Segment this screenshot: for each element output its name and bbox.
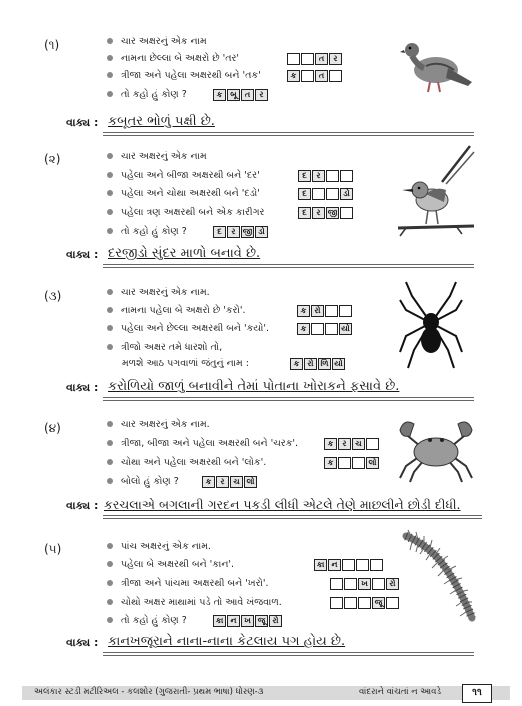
letter-box [370,559,383,571]
bullet-icon [107,91,113,97]
letter-box: બૂ [227,89,240,101]
letter-box: દ [298,207,311,219]
clue-line: પહેલા ત્રણ અક્ષરથી બને એક કારીગર [107,206,264,220]
letter-boxes [202,476,257,488]
clue-line: પાંચ અક્ષરનું એક નામ. [107,540,211,554]
letter-boxes [298,188,353,200]
letter-box: દ [298,188,311,200]
answer-label: વાક્ય : [66,381,99,394]
letter-boxes [324,457,379,469]
answer-sentence: દરજીડો સુંદર માળો બનાવે છે. [108,246,261,261]
letter-boxes [213,615,282,627]
letter-box: ખ [358,578,371,590]
letter-box: ર [329,53,342,65]
letter-boxes [297,305,352,317]
riddle-number: (૩) [44,289,62,303]
answer-label: વાક્ય : [66,248,99,261]
clue-line: ચાર અક્ષરનું એક નામ. [107,286,210,300]
letter-box: ક [213,89,226,101]
riddle-number: (૧) [44,38,60,52]
clue-line: નામના પહેલા બે અક્ષરો છે 'કરો'. [107,304,245,318]
letter-box: ર [227,226,240,238]
tailorbird-image [396,142,476,242]
bullet-icon [107,459,113,465]
letter-boxes [298,170,353,182]
letter-box: ર [216,476,229,488]
answer-row [0,112,522,136]
letter-boxes [287,53,342,65]
writing-line [103,267,474,268]
letter-box [358,597,371,609]
answer-label: વાક્ય : [66,116,99,129]
spider-image [398,280,464,370]
bullet-icon [107,72,113,78]
writing-line [103,655,474,656]
clue-line: ચાર અક્ષરનું એક નામ [107,35,207,49]
letter-box: ડો [340,188,353,200]
answer-label: વાક્ય : [66,636,99,649]
letter-box: જૂ [372,597,385,609]
riddle-number: (૪) [44,421,61,435]
writing-line [103,135,474,136]
letter-box: જી [327,208,338,217]
letter-box [338,457,351,469]
letter-boxes [287,70,342,82]
letter-box: ર [255,89,268,101]
letter-box: ર [312,207,325,219]
bullet-icon [107,478,113,484]
clue-line: ચોથા અને પહેલા અક્ષરથી બને 'લોક'. [107,456,266,470]
letter-box: ક [290,358,303,370]
letter-boxes [330,578,399,590]
letter-box: દ [298,170,311,182]
letter-box [339,305,352,317]
letter-box: ક [202,476,215,488]
answer-row [0,244,522,268]
letter-box [342,559,355,571]
letter-box [366,438,379,450]
clue-line: મળશે આઠ પગવાળાં જંતુનું નામ : [122,358,249,369]
answer-row [0,377,522,401]
bullet-icon [107,172,113,178]
letter-box: ચ [352,438,365,450]
clue-line: ચાર અક્ષરનું એક નામ [107,150,207,164]
letter-box [326,188,339,200]
page-number: ૧૧ [462,684,492,703]
riddle-number: (૫) [44,542,62,556]
letter-box: ત [241,89,254,101]
letter-box [330,597,343,609]
letter-box: ક [324,438,337,450]
letter-box: કા [213,615,226,627]
letter-box: લો [366,457,379,469]
letter-box: રો [269,615,282,627]
bullet-icon [107,38,113,44]
bullet-icon [107,325,113,331]
clue-line: નામના છેલ્લા બે અક્ષરો છે 'તર' [107,52,239,66]
letter-boxes [330,597,399,609]
letter-box [344,578,357,590]
answer-label: વાક્ય : [66,499,99,512]
letter-box: ર [338,438,351,450]
writing-line [103,132,474,133]
letter-box [326,170,339,182]
bullet-icon [107,55,113,61]
answer-sentence: કરોળિયો જાળું બનાવીને તેમાં પોતાના ખોરાકને ફસાવે છે. [108,379,400,394]
letter-boxes [324,438,379,450]
clue-line: ચોથો અક્ષર માથામાં પડે તો આવે ખંજવાળ. [107,596,282,610]
clue-line: ત્રીજા અને પાંચમા અક્ષરથી બને 'ખરો'. [107,577,269,591]
letter-box: કા [314,559,327,571]
answer-sentence: કબૂતર ભોળું પક્ષી છે. [108,114,215,129]
answer-row [0,495,522,519]
clue-line: તો કહો હું કોણ ? [107,225,187,239]
letter-box: યો [332,358,345,370]
letter-box [287,53,300,65]
clue-line: પહેલા અને બીજા અક્ષરથી બને 'દર' [107,169,260,183]
letter-box: ત [315,70,328,82]
bullet-icon [107,543,113,549]
letter-box [344,597,357,609]
letter-box [325,305,338,317]
letter-box [325,323,338,335]
writing-line [103,264,474,265]
letter-box: દ [213,226,226,238]
letter-boxes [213,89,268,101]
letter-box: લો [244,476,257,488]
pigeon-image [398,30,476,102]
letter-boxes [213,226,268,238]
bullet-icon [107,209,113,215]
letter-box: ર [312,170,325,182]
clue-line: ત્રીજા અને પહેલા અક્ષરથી બને 'તક' [107,69,261,83]
letter-box [329,70,342,82]
letter-box [352,457,365,469]
letter-box [340,207,353,219]
letter-box: ડો [255,226,268,238]
letter-box: ક [287,70,300,82]
letter-box [340,170,353,182]
page-footer [22,686,510,700]
letter-box: ક [324,457,337,469]
letter-box: ચ [230,476,243,488]
writing-line [103,652,474,653]
clue-line: પહેલા બે અક્ષરથી બને 'કાન'. [107,558,234,572]
letter-box: ખ [241,615,254,627]
clue-line: ત્રીજો અક્ષર તમે ધારશો તો, [107,341,222,355]
letter-box [372,578,385,590]
letter-box: રો [386,578,399,590]
bullet-icon [107,561,113,567]
clue-line: ચાર અક્ષરનું એક નામ. [107,418,210,432]
letter-box [301,53,314,65]
letter-box: રો [311,305,324,317]
answer-sentence: કરચલાએ બગલાની ગરદન પકડી લીધી એટલે તેણે માછલીને છોડી દીધી. [104,497,461,512]
bullet-icon [107,307,113,313]
letter-box: રો [304,358,317,370]
writing-line [103,515,482,516]
letter-box [301,70,314,82]
letter-box: જી [242,227,253,236]
letter-box: ન [328,559,341,571]
footer-book-title: અલંકાર સ્ટડી મટીરિઅલ - કલશોર (ગુજરાતી- પ્રથમ ભાષા) ધોરણ-૩ [34,687,264,697]
letter-box: ક [297,323,310,335]
crab-image [396,414,476,484]
bullet-icon [107,440,113,446]
answer-row [0,632,522,656]
centipede-image [400,526,480,626]
writing-line [103,400,474,401]
letter-box [356,559,369,571]
letter-box [386,597,399,609]
letter-box: ળિ [318,358,331,370]
letter-box [311,323,324,335]
riddle-number: (૨) [44,152,61,166]
clue-line: પહેલા અને ચોથા અક્ષરથી બને 'દડો' [107,187,260,201]
answer-sentence: કાનખજૂરાને નાના-નાના કેટલાય પગ હોય છે. [108,634,346,649]
letter-box: જૂ [255,615,268,627]
writing-line [103,518,482,519]
clue-line: ત્રીજા, બીજા અને પહેલા અક્ષરથી બને 'ચરક'. [107,437,298,451]
bullet-icon [107,580,113,586]
bullet-icon [107,344,113,350]
bullet-icon [107,617,113,623]
writing-line [103,397,474,398]
clue-line: બોલો હું કોણ ? [107,475,179,489]
letter-boxes [290,358,345,370]
letter-boxes [298,207,353,219]
clue-line: તો કહો હું કોણ ? [107,88,187,102]
clue-line: તો કહો હું કોણ ? [107,614,187,628]
letter-boxes [297,323,352,335]
clue-line: પહેલા અને છેલ્લા અક્ષરથી બને 'કયો'. [107,322,269,336]
letter-box: ત [315,53,328,65]
bullet-icon [107,153,113,159]
letter-box: યો [339,323,352,335]
bullet-icon [107,190,113,196]
letter-box [312,188,325,200]
bullet-icon [107,421,113,427]
letter-box: ક [297,305,310,317]
letter-box [330,578,343,590]
footer-chapter-title: વાંદરાને વાંચતાં ન આવડે [359,687,442,697]
bullet-icon [107,289,113,295]
bullet-icon [107,228,113,234]
bullet-icon [107,599,113,605]
letter-box: ન [227,615,240,627]
letter-boxes [314,559,383,571]
